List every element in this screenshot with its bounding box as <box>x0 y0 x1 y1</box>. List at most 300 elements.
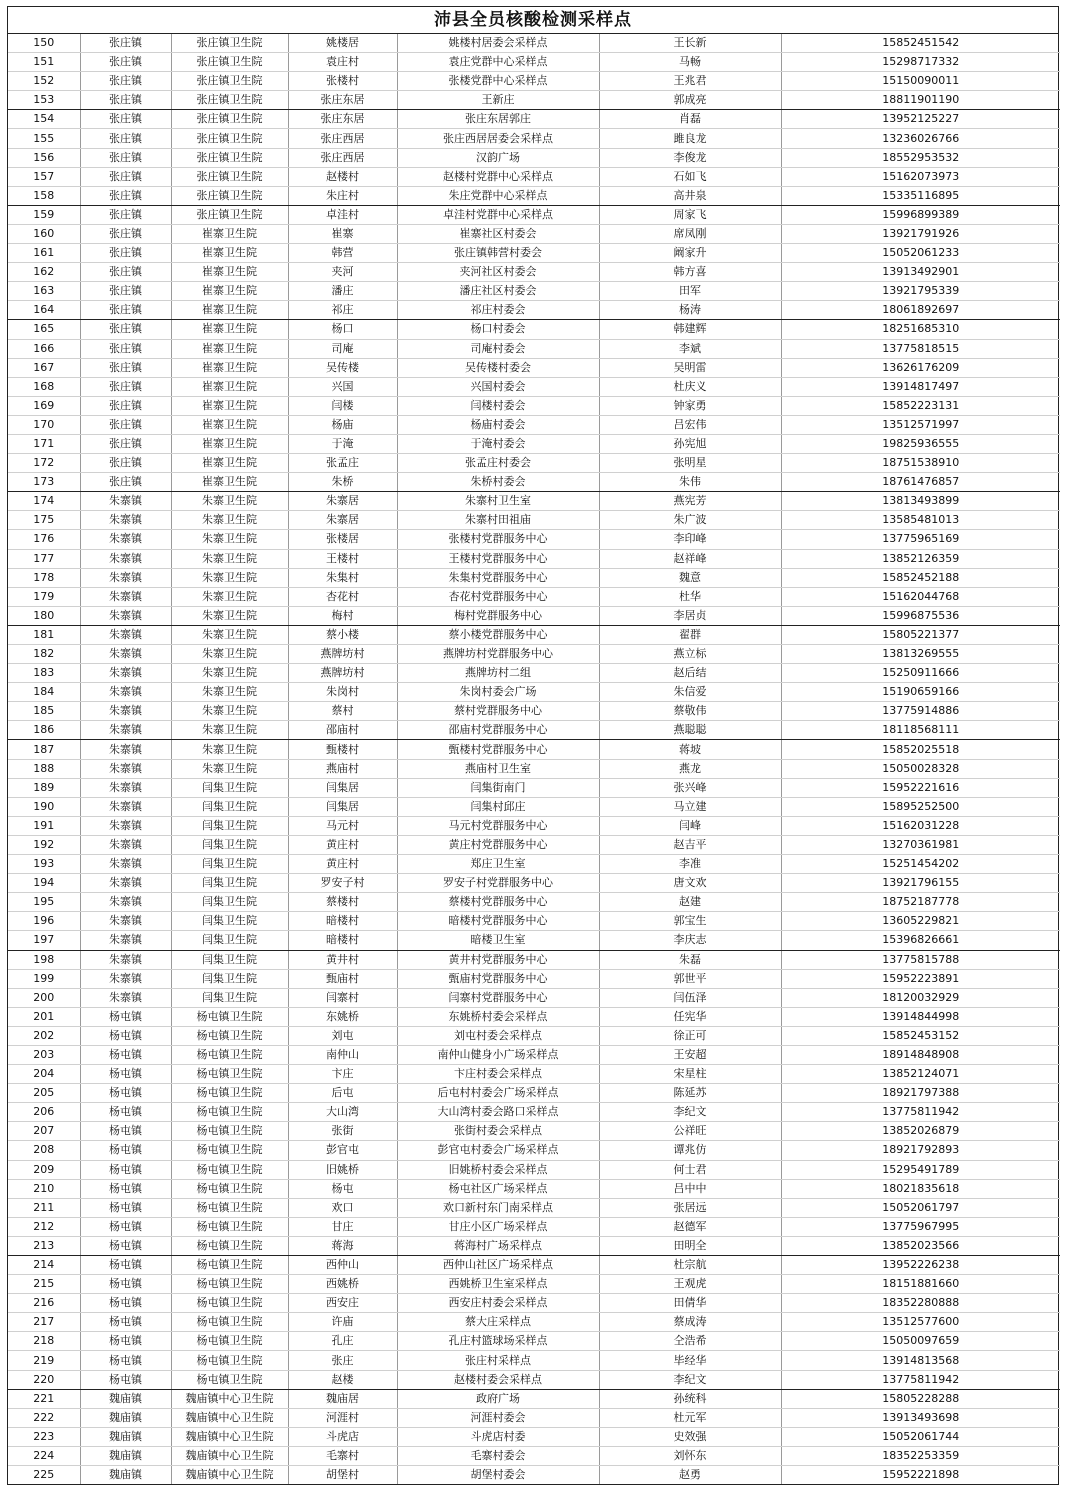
site-cell: 暗楼卫生室 <box>397 931 599 950</box>
row-number-cell: 175 <box>8 511 80 530</box>
table-row <box>8 110 1060 129</box>
town-cell: 朱寨镇 <box>80 587 171 606</box>
contact-name-cell: 张明星 <box>599 454 781 473</box>
contact-name-cell: 谭兆仿 <box>599 1141 781 1160</box>
village-cell: 黄庄村 <box>288 855 397 874</box>
contact-name-cell: 雎良龙 <box>599 129 781 148</box>
table-row <box>8 1236 1060 1255</box>
row-number-cell: 197 <box>8 931 80 950</box>
site-cell: 孔庄村篮球场采样点 <box>397 1332 599 1351</box>
phone-cell: 13775811942 <box>781 1370 1060 1389</box>
site-cell: 朱庄党群中心采样点 <box>397 186 599 205</box>
hospital-cell: 杨屯镇卫生院 <box>171 1045 288 1064</box>
town-cell: 朱寨镇 <box>80 511 171 530</box>
village-cell: 王楼村 <box>288 549 397 568</box>
town-cell: 张庄镇 <box>80 91 171 110</box>
village-cell: 西仲山 <box>288 1256 397 1275</box>
hospital-cell: 闫集卫生院 <box>171 988 288 1007</box>
village-cell: 卓洼村 <box>288 205 397 224</box>
row-number-cell: 184 <box>8 683 80 702</box>
row-number-cell: 213 <box>8 1236 80 1255</box>
row-number-cell: 180 <box>8 606 80 625</box>
row-number-cell: 201 <box>8 1007 80 1026</box>
contact-name-cell: 郭世平 <box>599 969 781 988</box>
village-cell: 闫集居 <box>288 797 397 816</box>
town-cell: 张庄镇 <box>80 167 171 186</box>
town-cell: 朱寨镇 <box>80 950 171 969</box>
village-cell: 吴传楼 <box>288 358 397 377</box>
contact-name-cell: 李俊龙 <box>599 148 781 167</box>
contact-name-cell: 蔡成涛 <box>599 1313 781 1332</box>
hospital-cell: 崔寨卫生院 <box>171 224 288 243</box>
contact-name-cell: 朱广波 <box>599 511 781 530</box>
site-cell: 潘庄社区村委会 <box>397 282 599 301</box>
contact-name-cell: 杨涛 <box>599 301 781 320</box>
village-cell: 张庄西居 <box>288 129 397 148</box>
row-number-cell: 155 <box>8 129 80 148</box>
site-cell: 卞庄村委会采样点 <box>397 1065 599 1084</box>
hospital-cell: 魏庙镇中心卫生院 <box>171 1427 288 1446</box>
town-cell: 魏庙镇 <box>80 1427 171 1446</box>
village-cell: 刘屯 <box>288 1026 397 1045</box>
site-cell: 卓洼村党群中心采样点 <box>397 205 599 224</box>
town-cell: 张庄镇 <box>80 473 171 492</box>
phone-cell: 15852223131 <box>781 396 1060 415</box>
row-number-cell: 173 <box>8 473 80 492</box>
hospital-cell: 魏庙镇中心卫生院 <box>171 1389 288 1408</box>
contact-name-cell: 孙统科 <box>599 1389 781 1408</box>
row-number-cell: 187 <box>8 740 80 759</box>
contact-name-cell: 燕聪聪 <box>599 721 781 740</box>
row-number-cell: 212 <box>8 1217 80 1236</box>
hospital-cell: 杨屯镇卫生院 <box>171 1198 288 1217</box>
hospital-cell: 崔寨卫生院 <box>171 263 288 282</box>
table-row <box>8 1351 1060 1370</box>
hospital-cell: 朱寨卫生院 <box>171 530 288 549</box>
phone-cell: 13852023566 <box>781 1236 1060 1255</box>
phone-cell: 15052061797 <box>781 1198 1060 1217</box>
hospital-cell: 朱寨卫生院 <box>171 683 288 702</box>
hospital-cell: 朱寨卫生院 <box>171 721 288 740</box>
site-cell: 闫楼村委会 <box>397 396 599 415</box>
site-cell: 蔡楼村党群服务中心 <box>397 893 599 912</box>
row-number-cell: 199 <box>8 969 80 988</box>
village-cell: 甘庄 <box>288 1217 397 1236</box>
town-cell: 张庄镇 <box>80 129 171 148</box>
village-cell: 闫集居 <box>288 778 397 797</box>
town-cell: 张庄镇 <box>80 434 171 453</box>
table-row <box>8 1370 1060 1389</box>
village-cell: 张庄 <box>288 1351 397 1370</box>
site-cell: 欢口新村东门南采样点 <box>397 1198 599 1217</box>
contact-name-cell: 杜华 <box>599 587 781 606</box>
phone-cell: 15852452188 <box>781 568 1060 587</box>
hospital-cell: 崔寨卫生院 <box>171 320 288 339</box>
site-cell: 蒋海村广场采样点 <box>397 1236 599 1255</box>
site-cell: 黄庄村党群服务中心 <box>397 835 599 854</box>
town-cell: 杨屯镇 <box>80 1122 171 1141</box>
table-row <box>8 434 1060 453</box>
table-row <box>8 645 1060 664</box>
contact-name-cell: 李准 <box>599 855 781 874</box>
table-row <box>8 835 1060 854</box>
village-cell: 朱寨居 <box>288 492 397 511</box>
phone-cell: 13913493698 <box>781 1408 1060 1427</box>
town-cell: 朱寨镇 <box>80 492 171 511</box>
phone-cell: 18761476857 <box>781 473 1060 492</box>
contact-name-cell: 燕立标 <box>599 645 781 664</box>
contact-name-cell: 陈延苏 <box>599 1084 781 1103</box>
site-cell: 燕牌坊村党群服务中心 <box>397 645 599 664</box>
row-number-cell: 171 <box>8 434 80 453</box>
site-cell: 张庄东居郭庄 <box>397 110 599 129</box>
site-cell: 燕庙村卫生室 <box>397 759 599 778</box>
row-number-cell: 222 <box>8 1408 80 1427</box>
village-cell: 朱岗村 <box>288 683 397 702</box>
town-cell: 张庄镇 <box>80 320 171 339</box>
hospital-cell: 闫集卫生院 <box>171 778 288 797</box>
table-row <box>8 1217 1060 1236</box>
hospital-cell: 杨屯镇卫生院 <box>171 1122 288 1141</box>
village-cell: 司庵 <box>288 339 397 358</box>
village-cell: 黄庄村 <box>288 835 397 854</box>
hospital-cell: 张庄镇卫生院 <box>171 129 288 148</box>
phone-cell: 19825936555 <box>781 434 1060 453</box>
table-row <box>8 473 1060 492</box>
table-row <box>8 988 1060 1007</box>
table-row <box>8 1103 1060 1122</box>
contact-name-cell: 仝浩希 <box>599 1332 781 1351</box>
table-row <box>8 931 1060 950</box>
phone-cell: 18752187778 <box>781 893 1060 912</box>
table-row <box>8 740 1060 759</box>
phone-cell: 13813269555 <box>781 645 1060 664</box>
phone-cell: 13270361981 <box>781 835 1060 854</box>
contact-name-cell: 王安超 <box>599 1045 781 1064</box>
town-cell: 张庄镇 <box>80 205 171 224</box>
village-cell: 姚楼居 <box>288 34 397 53</box>
row-number-cell: 223 <box>8 1427 80 1446</box>
site-cell: 蔡大庄采样点 <box>397 1313 599 1332</box>
contact-name-cell: 王长新 <box>599 34 781 53</box>
hospital-cell: 张庄镇卫生院 <box>171 91 288 110</box>
hospital-cell: 杨屯镇卫生院 <box>171 1007 288 1026</box>
contact-name-cell: 闫伍泽 <box>599 988 781 1007</box>
table-row <box>8 759 1060 778</box>
table-row <box>8 148 1060 167</box>
site-cell: 祁庄村委会 <box>397 301 599 320</box>
hospital-cell: 崔寨卫生院 <box>171 282 288 301</box>
hospital-cell: 杨屯镇卫生院 <box>171 1351 288 1370</box>
row-number-cell: 225 <box>33 1468 55 1482</box>
phone-cell: 18352280888 <box>781 1294 1060 1313</box>
contact-name-cell: 吴明雷 <box>599 358 781 377</box>
hospital-cell: 崔寨卫生院 <box>171 244 288 263</box>
hospital-cell: 魏庙镇中心卫生院 <box>171 1466 288 1485</box>
phone-cell: 15852453152 <box>781 1026 1060 1045</box>
phone-cell: 13914813568 <box>781 1351 1060 1370</box>
site-cell: 罗安子村党群服务中心 <box>397 874 599 893</box>
table-row <box>8 1045 1060 1064</box>
phone-cell: 15952221616 <box>781 778 1060 797</box>
row-number-cell: 216 <box>8 1294 80 1313</box>
village-cell: 燕庙村 <box>288 759 397 778</box>
table-row <box>8 320 1060 339</box>
phone-cell: 13775965169 <box>781 530 1060 549</box>
phone-cell: 18921797388 <box>781 1084 1060 1103</box>
phone-cell: 13775818515 <box>781 339 1060 358</box>
site-cell: 杨屯社区广场采样点 <box>397 1179 599 1198</box>
table-row <box>8 568 1060 587</box>
contact-name-cell: 赵德军 <box>599 1217 781 1236</box>
hospital-cell: 张庄镇卫生院 <box>171 205 288 224</box>
town-cell: 魏庙镇 <box>80 1446 171 1465</box>
contact-name-cell: 韩方喜 <box>599 263 781 282</box>
site-cell: 梅村党群服务中心 <box>397 606 599 625</box>
contact-name-cell: 魏意 <box>599 568 781 587</box>
row-number-cell: 152 <box>8 72 80 91</box>
hospital-cell: 杨屯镇卫生院 <box>171 1103 288 1122</box>
row-number-cell: 166 <box>8 339 80 358</box>
site-cell: 甄楼村党群服务中心 <box>397 740 599 759</box>
village-cell: 于淹 <box>288 434 397 453</box>
row-number-cell: 168 <box>8 377 80 396</box>
contact-name-cell: 郭成亮 <box>599 91 781 110</box>
row-number-cell: 219 <box>8 1351 80 1370</box>
phone-cell: 13236026766 <box>781 129 1060 148</box>
contact-name-cell: 毕经华 <box>599 1351 781 1370</box>
hospital-cell: 杨屯镇卫生院 <box>171 1026 288 1045</box>
phone-cell: 15150090011 <box>781 72 1060 91</box>
row-number-cell: 215 <box>8 1275 80 1294</box>
table-row <box>8 396 1060 415</box>
table-row <box>8 950 1060 969</box>
phone-cell: 15162044768 <box>781 587 1060 606</box>
site-cell: 兴国村委会 <box>397 377 599 396</box>
village-cell: 朱桥 <box>288 473 397 492</box>
hospital-cell: 闫集卫生院 <box>171 874 288 893</box>
contact-name-cell: 李斌 <box>599 339 781 358</box>
phone-cell: 18021835618 <box>781 1179 1060 1198</box>
site-cell: 郑庄卫生室 <box>397 855 599 874</box>
row-number-cell: 181 <box>8 625 80 644</box>
town-cell: 杨屯镇 <box>80 1103 171 1122</box>
phone-cell: 18751538910 <box>781 454 1060 473</box>
village-cell: 东姚桥 <box>288 1007 397 1026</box>
hospital-cell: 崔寨卫生院 <box>171 301 288 320</box>
town-cell: 朱寨镇 <box>80 816 171 835</box>
village-cell: 杨屯 <box>288 1179 397 1198</box>
phone-cell: 18120032929 <box>781 988 1060 1007</box>
town-cell: 杨屯镇 <box>80 1313 171 1332</box>
phone-cell: 15052061233 <box>781 244 1060 263</box>
row-number-cell: 195 <box>8 893 80 912</box>
village-cell: 后屯 <box>288 1084 397 1103</box>
town-cell: 张庄镇 <box>80 34 171 53</box>
town-cell: 杨屯镇 <box>80 1332 171 1351</box>
village-cell: 许庙 <box>288 1313 397 1332</box>
site-cell: 张庄村采样点 <box>397 1351 599 1370</box>
town-cell: 朱寨镇 <box>80 702 171 721</box>
town-cell: 朱寨镇 <box>80 759 171 778</box>
village-cell: 韩营 <box>288 244 397 263</box>
row-number-cell: 172 <box>8 454 80 473</box>
row-number-cell: 177 <box>8 549 80 568</box>
contact-name-cell: 李印峰 <box>599 530 781 549</box>
contact-name-cell: 赵祥峰 <box>599 549 781 568</box>
table-row <box>8 969 1060 988</box>
table-row <box>8 415 1060 434</box>
row-number-cell: 217 <box>8 1313 80 1332</box>
town-cell: 杨屯镇 <box>80 1275 171 1294</box>
table-row <box>8 511 1060 530</box>
village-cell: 张楼村 <box>288 72 397 91</box>
contact-name-cell: 张兴峰 <box>599 778 781 797</box>
site-cell: 赵楼村党群中心采样点 <box>397 167 599 186</box>
table-row <box>8 1427 1060 1446</box>
row-number-cell: 211 <box>8 1198 80 1217</box>
contact-name-cell: 石如飞 <box>599 167 781 186</box>
contact-name-cell: 田军 <box>599 282 781 301</box>
site-cell: 燕牌坊村二组 <box>397 664 599 683</box>
village-cell: 张庄东居 <box>288 91 397 110</box>
village-cell: 闫楼 <box>288 396 397 415</box>
village-cell: 黄井村 <box>288 950 397 969</box>
contact-name-cell: 吕宏伟 <box>599 415 781 434</box>
contact-name-cell: 李居贞 <box>599 606 781 625</box>
town-cell: 杨屯镇 <box>80 1160 171 1179</box>
table-row <box>8 606 1060 625</box>
table-row <box>8 549 1060 568</box>
village-cell: 甄庙村 <box>288 969 397 988</box>
phone-cell: 15050028328 <box>781 759 1060 778</box>
contact-name-cell: 朱信爱 <box>599 683 781 702</box>
town-cell: 张庄镇 <box>80 148 171 167</box>
table-row <box>8 224 1060 243</box>
table-row <box>8 1446 1060 1465</box>
contact-name-cell: 田明全 <box>599 1236 781 1255</box>
hospital-cell: 崔寨卫生院 <box>171 473 288 492</box>
table-row <box>8 454 1060 473</box>
phone-cell: 18552953532 <box>781 148 1060 167</box>
hospital-cell: 杨屯镇卫生院 <box>171 1141 288 1160</box>
hospital-cell: 杨屯镇卫生院 <box>171 1275 288 1294</box>
village-cell: 袁庄村 <box>288 53 397 72</box>
village-cell: 斗虎店 <box>288 1427 397 1446</box>
phone-cell: 15190659166 <box>781 683 1060 702</box>
row-number-cell: 200 <box>8 988 80 1007</box>
contact-name-cell: 李纪文 <box>599 1370 781 1389</box>
row-number-cell: 176 <box>8 530 80 549</box>
table-row <box>8 664 1060 683</box>
phone-cell: 15250911666 <box>781 664 1060 683</box>
site-cell: 朱寨村卫生室 <box>397 492 599 511</box>
hospital-cell: 张庄镇卫生院 <box>171 34 288 53</box>
table-row <box>8 167 1060 186</box>
phone-cell: 13913492901 <box>781 263 1060 282</box>
hospital-cell: 闫集卫生院 <box>171 912 288 931</box>
sheet-title: 沛县全员核酸检测采样点 <box>8 7 1058 34</box>
row-number-cell: 170 <box>8 415 80 434</box>
town-cell: 杨屯镇 <box>80 1294 171 1313</box>
sampling-sites-table <box>8 34 1060 1484</box>
town-cell: 张庄镇 <box>80 358 171 377</box>
table-row <box>8 778 1060 797</box>
village-cell: 赵楼村 <box>288 167 397 186</box>
phone-cell: 13775815788 <box>781 950 1060 969</box>
contact-name-cell: 王兆君 <box>599 72 781 91</box>
village-cell: 彭官屯 <box>288 1141 397 1160</box>
phone-cell: 18061892697 <box>781 301 1060 320</box>
contact-name-cell: 张居远 <box>599 1198 781 1217</box>
table-row <box>8 1294 1060 1313</box>
site-cell: 斗虎店村委 <box>397 1427 599 1446</box>
village-cell: 杨庙 <box>288 415 397 434</box>
phone-cell: 15895252500 <box>781 797 1060 816</box>
site-cell: 张庄镇韩营村委会 <box>397 244 599 263</box>
phone-cell: 13852126359 <box>781 549 1060 568</box>
town-cell: 张庄镇 <box>80 110 171 129</box>
phone-cell: 15996899389 <box>781 205 1060 224</box>
town-cell: 魏庙镇 <box>80 1389 171 1408</box>
hospital-cell: 魏庙镇中心卫生院 <box>171 1446 288 1465</box>
village-cell: 张孟庄 <box>288 454 397 473</box>
phone-cell: 13914844998 <box>781 1007 1060 1026</box>
contact-name-cell: 李庆志 <box>599 931 781 950</box>
town-cell: 朱寨镇 <box>80 721 171 740</box>
table-row <box>8 587 1060 606</box>
village-cell: 潘庄 <box>288 282 397 301</box>
table-row <box>8 530 1060 549</box>
hospital-cell: 闫集卫生院 <box>171 950 288 969</box>
village-cell: 旧姚桥 <box>288 1160 397 1179</box>
contact-name-cell: 朱伟 <box>599 473 781 492</box>
town-cell: 杨屯镇 <box>80 1065 171 1084</box>
table-row <box>8 855 1060 874</box>
village-cell: 张街 <box>288 1122 397 1141</box>
row-number-cell: 182 <box>8 645 80 664</box>
table-row <box>8 1084 1060 1103</box>
contact-name-cell: 韩建辉 <box>599 320 781 339</box>
town-cell: 张庄镇 <box>80 339 171 358</box>
hospital-cell: 张庄镇卫生院 <box>171 167 288 186</box>
row-number-cell: 165 <box>8 320 80 339</box>
village-cell: 张楼居 <box>288 530 397 549</box>
contact-name-cell: 钟家勇 <box>599 396 781 415</box>
row-number-cell: 167 <box>8 358 80 377</box>
site-cell: 闫集村邱庄 <box>397 797 599 816</box>
town-cell: 魏庙镇 <box>80 1408 171 1427</box>
site-cell: 司庵村委会 <box>397 339 599 358</box>
site-cell: 朱岗村委会广场 <box>397 683 599 702</box>
town-cell: 朱寨镇 <box>80 683 171 702</box>
site-cell: 张庄西居居委会采样点 <box>397 129 599 148</box>
town-cell: 杨屯镇 <box>80 1007 171 1026</box>
contact-name-cell: 翟群 <box>599 625 781 644</box>
site-cell: 汉韵广场 <box>397 148 599 167</box>
town-cell: 朱寨镇 <box>80 893 171 912</box>
site-cell: 蔡小楼党群服务中心 <box>397 625 599 644</box>
site-cell: 西安庄村委会采样点 <box>397 1294 599 1313</box>
site-cell: 胡堡村委会 <box>397 1466 599 1485</box>
contact-name-cell: 高井泉 <box>599 186 781 205</box>
town-cell: 张庄镇 <box>80 454 171 473</box>
table-row <box>8 1122 1060 1141</box>
site-cell: 赵楼村委会采样点 <box>397 1370 599 1389</box>
phone-cell: 15952223891 <box>781 969 1060 988</box>
row-number-cell: 158 <box>8 186 80 205</box>
table-row <box>8 1179 1060 1198</box>
